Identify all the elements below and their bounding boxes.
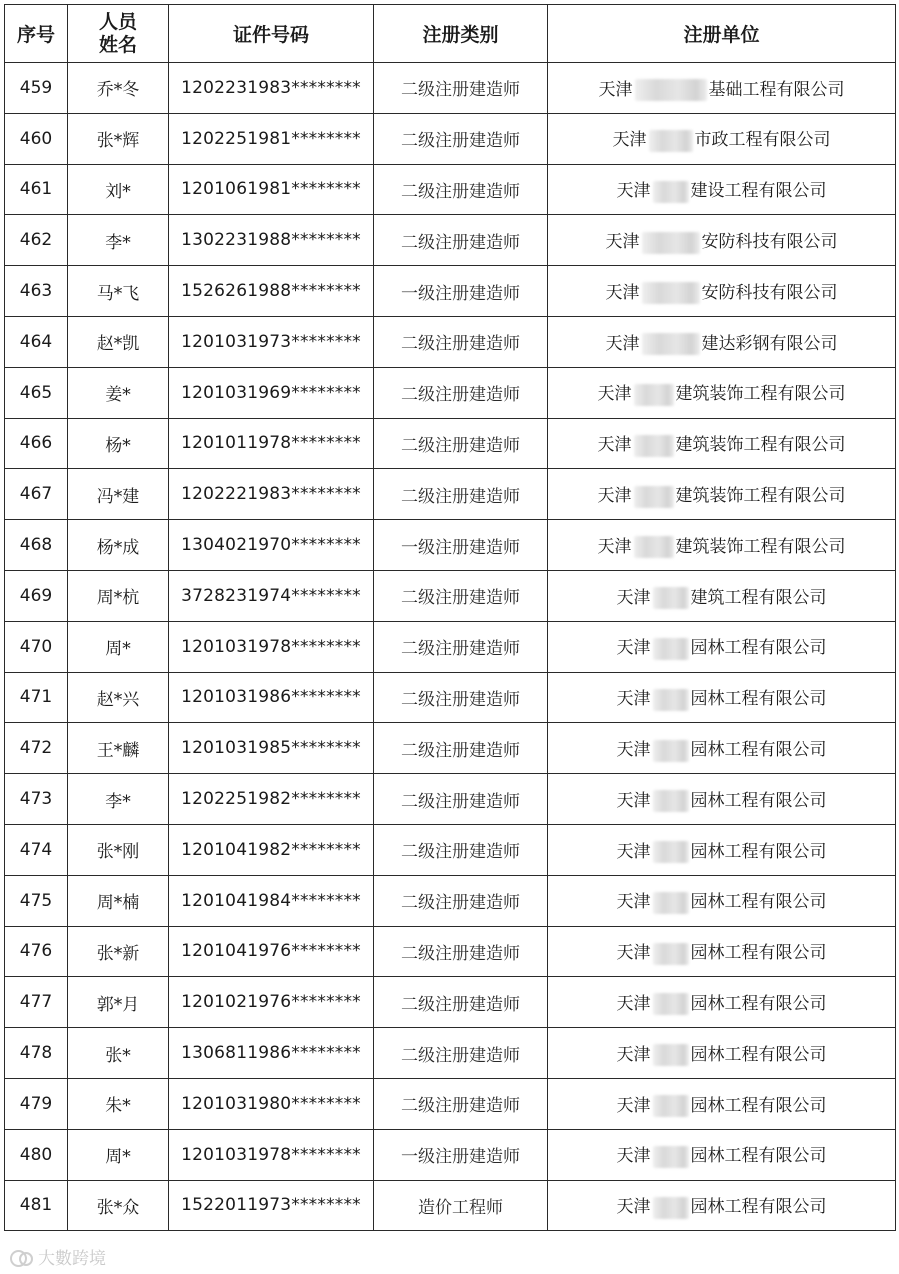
cell-unit xyxy=(548,875,896,926)
cell-id-number: 1304021970******** xyxy=(169,520,374,571)
unit-prefix: 天津 xyxy=(616,181,651,202)
unit-text xyxy=(606,227,838,254)
cell-category: 二级注册建造师 xyxy=(374,723,548,774)
unit-text xyxy=(617,989,827,1016)
cell-index: 468 xyxy=(5,520,68,571)
cell-index: 479 xyxy=(5,1078,68,1129)
unit-prefix: 天津 xyxy=(616,1044,651,1065)
unit-prefix: 天津 xyxy=(597,384,632,405)
cell-index: 460 xyxy=(5,113,68,164)
redaction-blur xyxy=(642,333,700,355)
cell-name: 张*刚 xyxy=(68,824,169,875)
table-row xyxy=(5,1129,896,1180)
watermark-text: 大數跨境 xyxy=(38,1249,106,1269)
unit-text xyxy=(599,75,845,102)
table-row xyxy=(5,1078,896,1129)
redaction-blur xyxy=(649,130,693,152)
cell-index: 480 xyxy=(5,1129,68,1180)
unit-suffix: 建设工程有限公司 xyxy=(690,181,827,202)
cell-name: 李* xyxy=(68,774,169,825)
unit-text xyxy=(617,837,827,864)
cell-index: 471 xyxy=(5,672,68,723)
cell-id-number: 1202221983******** xyxy=(169,469,374,520)
redaction-blur xyxy=(635,79,707,101)
cell-name: 刘* xyxy=(68,164,169,215)
cell-unit xyxy=(548,774,896,825)
unit-prefix: 天津 xyxy=(612,130,647,151)
unit-suffix: 园林工程有限公司 xyxy=(690,1197,827,1218)
cell-category: 二级注册建造师 xyxy=(374,824,548,875)
unit-text xyxy=(617,176,827,203)
cell-category: 造价工程师 xyxy=(374,1180,548,1231)
cell-unit xyxy=(548,113,896,164)
unit-suffix: 建筑工程有限公司 xyxy=(690,587,827,608)
cell-unit xyxy=(548,367,896,418)
cell-index: 466 xyxy=(5,418,68,469)
unit-suffix: 园林工程有限公司 xyxy=(690,1095,827,1116)
cell-id-number: 1202251981******** xyxy=(169,113,374,164)
cell-category: 一级注册建造师 xyxy=(374,1129,548,1180)
unit-suffix: 园林工程有限公司 xyxy=(690,740,827,760)
redaction-blur xyxy=(653,740,689,762)
unit-prefix: 天津 xyxy=(616,892,651,913)
unit-suffix: 园林工程有限公司 xyxy=(690,790,827,811)
table-row xyxy=(5,113,896,164)
header-category: 注册类别 xyxy=(374,5,548,63)
unit-text xyxy=(617,633,827,660)
cell-category: 一级注册建造师 xyxy=(374,520,548,571)
cell-unit xyxy=(548,621,896,672)
cell-id-number: 1201041982******** xyxy=(169,824,374,875)
cell-id-number: 1201031986******** xyxy=(169,672,374,723)
header-unit: 注册单位 xyxy=(548,5,896,63)
unit-suffix: 园林工程有限公司 xyxy=(690,993,827,1014)
unit-text xyxy=(617,938,827,965)
cell-category: 二级注册建造师 xyxy=(374,164,548,215)
cell-id-number: 1201021976******** xyxy=(169,977,374,1028)
cell-index: 475 xyxy=(5,875,68,926)
table-row xyxy=(5,875,896,926)
cell-unit xyxy=(548,723,896,774)
cell-category: 二级注册建造师 xyxy=(374,621,548,672)
unit-prefix: 天津 xyxy=(616,740,651,760)
unit-suffix: 建筑装饰工程有限公司 xyxy=(675,435,846,456)
table-row xyxy=(5,672,896,723)
unit-prefix: 天津 xyxy=(597,536,632,557)
unit-text xyxy=(617,735,827,762)
unit-prefix: 天津 xyxy=(616,1146,651,1167)
registration-table xyxy=(4,4,896,1231)
cell-id-number: 1202231983******** xyxy=(169,63,374,114)
cell-id-number: 1526261988******** xyxy=(169,266,374,317)
unit-prefix: 天津 xyxy=(616,587,651,608)
cell-id-number: 1201031973******** xyxy=(169,316,374,367)
cell-id-number: 1201031985******** xyxy=(169,723,374,774)
cell-name: 周*杭 xyxy=(68,570,169,621)
table-row xyxy=(5,316,896,367)
header-name-line2: 姓名 xyxy=(98,33,137,56)
header-id-number: 证件号码 xyxy=(169,5,374,63)
cell-index: 474 xyxy=(5,824,68,875)
unit-suffix: 建筑装饰工程有限公司 xyxy=(675,384,846,405)
redaction-blur xyxy=(653,892,689,914)
cell-name: 杨* xyxy=(68,418,169,469)
unit-suffix: 建筑装饰工程有限公司 xyxy=(675,536,846,557)
unit-suffix: 市政工程有限公司 xyxy=(694,130,831,151)
header-name xyxy=(68,5,169,63)
table-row xyxy=(5,266,896,317)
table-row xyxy=(5,215,896,266)
redaction-blur xyxy=(642,232,700,254)
cell-category: 二级注册建造师 xyxy=(374,570,548,621)
cell-name: 张*新 xyxy=(68,926,169,977)
cell-unit xyxy=(548,63,896,114)
cell-index: 478 xyxy=(5,1028,68,1079)
cell-name: 张* xyxy=(68,1028,169,1079)
redaction-blur xyxy=(653,638,689,660)
cell-index: 464 xyxy=(5,316,68,367)
redaction-blur xyxy=(653,943,689,965)
cell-unit xyxy=(548,316,896,367)
cell-unit xyxy=(548,570,896,621)
cell-category: 二级注册建造师 xyxy=(374,215,548,266)
cell-name: 周* xyxy=(68,1129,169,1180)
cell-name: 冯*建 xyxy=(68,469,169,520)
unit-prefix: 天津 xyxy=(616,689,651,710)
table-row xyxy=(5,367,896,418)
cell-category: 二级注册建造师 xyxy=(374,469,548,520)
table-row xyxy=(5,164,896,215)
cell-unit xyxy=(548,1129,896,1180)
cell-id-number: 1201061981******** xyxy=(169,164,374,215)
unit-prefix: 天津 xyxy=(598,79,633,100)
cell-index: 472 xyxy=(5,723,68,774)
cell-name: 杨*成 xyxy=(68,520,169,571)
unit-prefix: 天津 xyxy=(616,1095,651,1116)
table-row xyxy=(5,418,896,469)
table-row xyxy=(5,1028,896,1079)
cell-name: 张*辉 xyxy=(68,113,169,164)
table-row xyxy=(5,63,896,114)
unit-text xyxy=(598,430,846,457)
unit-suffix: 基础工程有限公司 xyxy=(708,79,845,100)
unit-suffix: 园林工程有限公司 xyxy=(690,638,827,659)
unit-text xyxy=(606,329,838,356)
cell-category: 二级注册建造师 xyxy=(374,926,548,977)
cell-category: 二级注册建造师 xyxy=(374,977,548,1028)
cell-unit xyxy=(548,1028,896,1079)
unit-suffix: 园林工程有限公司 xyxy=(690,689,827,710)
unit-suffix: 安防科技有限公司 xyxy=(701,282,838,303)
cell-index: 465 xyxy=(5,367,68,418)
watermark xyxy=(8,1244,106,1269)
cell-unit xyxy=(548,469,896,520)
cell-category: 二级注册建造师 xyxy=(374,1028,548,1079)
cell-unit xyxy=(548,164,896,215)
unit-prefix: 天津 xyxy=(616,638,651,659)
cell-index: 467 xyxy=(5,469,68,520)
cell-unit xyxy=(548,520,896,571)
cell-index: 461 xyxy=(5,164,68,215)
unit-prefix: 天津 xyxy=(605,232,640,253)
cell-unit xyxy=(548,266,896,317)
redaction-blur xyxy=(634,486,674,508)
redaction-blur xyxy=(634,384,674,406)
redaction-blur xyxy=(653,587,689,609)
cell-category: 二级注册建造师 xyxy=(374,1078,548,1129)
table-row xyxy=(5,977,896,1028)
unit-suffix: 园林工程有限公司 xyxy=(690,943,827,964)
unit-suffix: 建达彩钢有限公司 xyxy=(701,333,838,354)
cell-name: 李* xyxy=(68,215,169,266)
cell-name: 赵*凯 xyxy=(68,316,169,367)
cell-name: 王*麟 xyxy=(68,723,169,774)
unit-text xyxy=(617,1141,827,1168)
cell-unit xyxy=(548,926,896,977)
redaction-blur xyxy=(653,1044,689,1066)
unit-suffix: 园林工程有限公司 xyxy=(690,892,827,913)
unit-text xyxy=(606,278,838,305)
unit-prefix: 天津 xyxy=(616,841,651,862)
cell-category: 二级注册建造师 xyxy=(374,875,548,926)
cell-category: 二级注册建造师 xyxy=(374,774,548,825)
cell-id-number: 1202251982******** xyxy=(169,774,374,825)
cell-id-number: 1201031969******** xyxy=(169,367,374,418)
cell-id-number: 1201041976******** xyxy=(169,926,374,977)
cell-id-number: 1201011978******** xyxy=(169,418,374,469)
redaction-blur xyxy=(653,841,689,863)
unit-text xyxy=(617,786,827,813)
cell-index: 463 xyxy=(5,266,68,317)
unit-suffix: 建筑装饰工程有限公司 xyxy=(675,486,846,507)
unit-text xyxy=(617,583,827,610)
cell-name: 张*众 xyxy=(68,1180,169,1231)
unit-text xyxy=(613,125,831,152)
unit-text xyxy=(617,1192,827,1219)
cell-name: 马*飞 xyxy=(68,266,169,317)
header-name-line1: 人员 xyxy=(98,10,137,33)
cell-category: 二级注册建造师 xyxy=(374,418,548,469)
redaction-blur xyxy=(653,1146,689,1168)
table-header-row xyxy=(5,5,896,63)
unit-prefix: 天津 xyxy=(616,790,651,811)
cell-index: 470 xyxy=(5,621,68,672)
redaction-blur xyxy=(653,689,689,711)
unit-suffix: 园林工程有限公司 xyxy=(690,1044,827,1065)
redaction-blur xyxy=(653,1095,689,1117)
unit-prefix: 天津 xyxy=(616,943,651,964)
cell-id-number: 3728231974******** xyxy=(169,570,374,621)
table-row xyxy=(5,621,896,672)
wechat-logo-icon xyxy=(8,1248,34,1266)
redaction-blur xyxy=(653,790,689,812)
cell-id-number: 1306811986******** xyxy=(169,1028,374,1079)
redaction-blur xyxy=(642,282,700,304)
unit-suffix: 园林工程有限公司 xyxy=(690,841,827,862)
table-row xyxy=(5,926,896,977)
table-row xyxy=(5,1180,896,1231)
cell-id-number: 1201041984******** xyxy=(169,875,374,926)
unit-prefix: 天津 xyxy=(597,486,632,507)
cell-name: 乔*冬 xyxy=(68,63,169,114)
cell-unit xyxy=(548,1180,896,1231)
cell-category: 一级注册建造师 xyxy=(374,266,548,317)
cell-index: 473 xyxy=(5,774,68,825)
unit-text xyxy=(598,379,846,406)
cell-name: 赵*兴 xyxy=(68,672,169,723)
unit-suffix: 安防科技有限公司 xyxy=(701,232,838,253)
cell-index: 462 xyxy=(5,215,68,266)
table-row xyxy=(5,723,896,774)
table-row xyxy=(5,570,896,621)
table-row xyxy=(5,520,896,571)
cell-unit xyxy=(548,1078,896,1129)
cell-unit xyxy=(548,977,896,1028)
redaction-blur xyxy=(634,435,674,457)
cell-name: 郭*月 xyxy=(68,977,169,1028)
cell-name: 周* xyxy=(68,621,169,672)
unit-suffix: 园林工程有限公司 xyxy=(690,1146,827,1167)
unit-prefix: 天津 xyxy=(597,435,632,456)
cell-id-number: 1201031980******** xyxy=(169,1078,374,1129)
header-index: 序号 xyxy=(5,5,68,63)
cell-index: 469 xyxy=(5,570,68,621)
table-row xyxy=(5,824,896,875)
cell-index: 477 xyxy=(5,977,68,1028)
cell-category: 二级注册建造师 xyxy=(374,63,548,114)
cell-id-number: 1201031978******** xyxy=(169,621,374,672)
cell-category: 二级注册建造师 xyxy=(374,367,548,418)
cell-unit xyxy=(548,215,896,266)
cell-category: 二级注册建造师 xyxy=(374,113,548,164)
cell-id-number: 1201031978******** xyxy=(169,1129,374,1180)
redaction-blur xyxy=(634,536,674,558)
table-row xyxy=(5,469,896,520)
unit-prefix: 天津 xyxy=(616,1197,651,1218)
redaction-blur xyxy=(653,1197,689,1219)
unit-text xyxy=(598,481,846,508)
unit-text xyxy=(617,887,827,914)
cell-name: 朱* xyxy=(68,1078,169,1129)
unit-text xyxy=(598,532,846,559)
cell-name: 姜* xyxy=(68,367,169,418)
cell-id-number: 1302231988******** xyxy=(169,215,374,266)
cell-unit xyxy=(548,672,896,723)
cell-unit xyxy=(548,824,896,875)
redaction-blur xyxy=(653,181,689,203)
cell-id-number: 1522011973******** xyxy=(169,1180,374,1231)
cell-category: 二级注册建造师 xyxy=(374,672,548,723)
cell-category: 二级注册建造师 xyxy=(374,316,548,367)
unit-prefix: 天津 xyxy=(605,282,640,303)
cell-index: 459 xyxy=(5,63,68,114)
cell-index: 481 xyxy=(5,1180,68,1231)
unit-text xyxy=(617,1091,827,1118)
cell-index: 476 xyxy=(5,926,68,977)
cell-name: 周*楠 xyxy=(68,875,169,926)
cell-unit xyxy=(548,418,896,469)
unit-text xyxy=(617,684,827,711)
unit-prefix: 天津 xyxy=(616,993,651,1014)
unit-text xyxy=(617,1040,827,1067)
unit-prefix: 天津 xyxy=(605,333,640,354)
redaction-blur xyxy=(653,993,689,1015)
table-row xyxy=(5,774,896,825)
